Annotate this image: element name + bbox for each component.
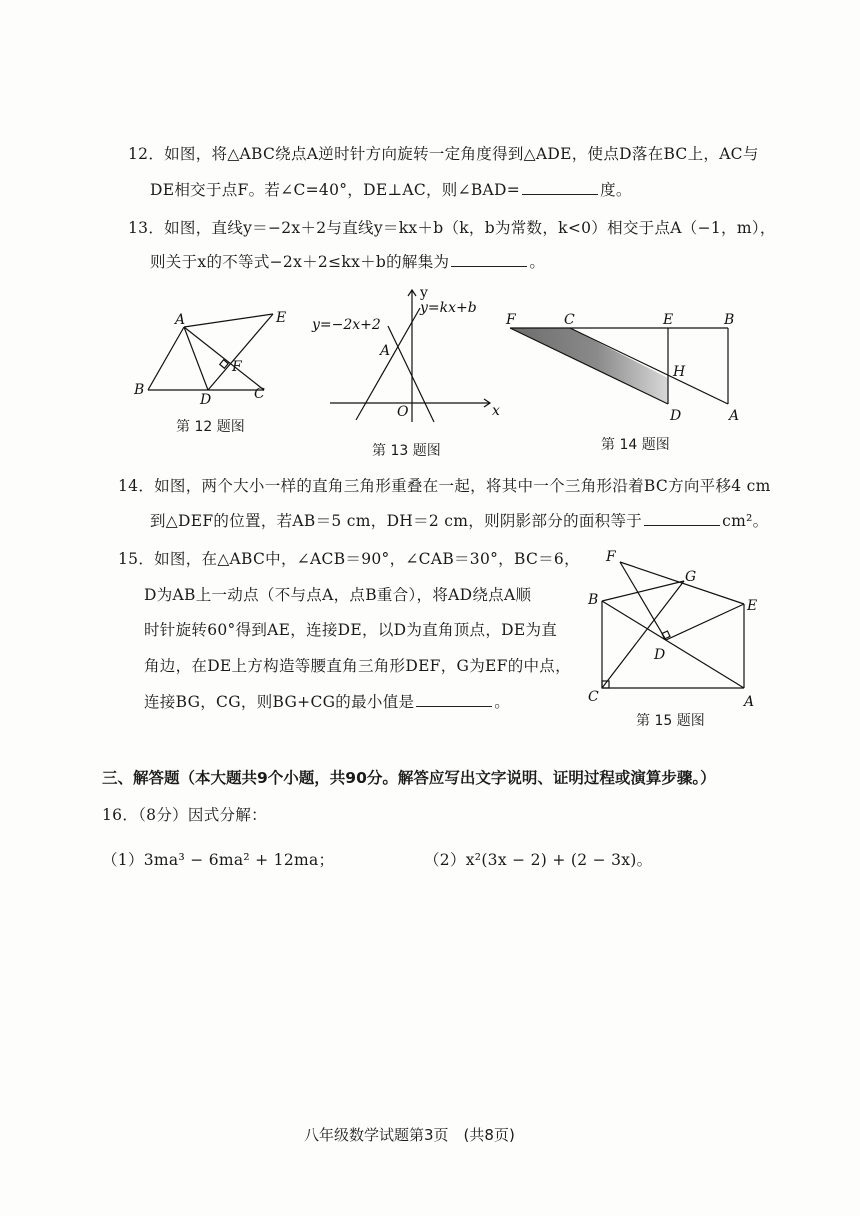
fig15-segment-de [666, 604, 744, 640]
section-3-heading: 三、解答题（本大题共9个小题，共90分。解答应写出文字说明、证明过程或演算步骤。） [102, 769, 716, 787]
q12-line2 [150, 178, 632, 200]
q15-line2: D为AB上一动点（不与点A，点B重合），将AD绕点A顺 [144, 586, 532, 604]
q12-line1: 12．如图，将△ABC绕点A逆时针方向旋转一定角度得到△ADE，使点D落在BC上，AC与 [128, 145, 759, 163]
q12-line2-text: DE相交于点F。若∠C=40°，DE⊥AC，则∠BAD= [150, 181, 521, 199]
fig14-label-a: A [729, 408, 740, 424]
fig14-label-d: D [670, 408, 682, 424]
q15-line1: 15．如图，在△ABC中，∠ACB＝90°，∠CAB＝30°，BC＝6， [118, 550, 580, 568]
q14-line2-end: cm²。 [722, 512, 769, 530]
fig12-segment-de [208, 314, 273, 390]
q14-line2 [150, 509, 768, 531]
q13-line1: 13．如图，直线y＝−2x＋2与直线y＝kx＋b（k，b为常数，k<0）相交于点A（−1，m）， [128, 219, 776, 237]
q13-line2-end: 。 [529, 253, 546, 271]
fig14-caption: 第 14 题图 [601, 437, 670, 453]
fig15-label-d: D [654, 647, 666, 663]
fig12-label-c: C [254, 386, 265, 402]
q12-answer-blank[interactable] [522, 180, 598, 195]
fig13-caption: 第 13 题图 [372, 443, 441, 459]
q15-answer-blank[interactable] [416, 692, 492, 707]
fig15-label-e: E [747, 598, 758, 614]
figure-13 [308, 282, 498, 428]
q13-line2-text: 则关于x的不等式−2x＋2≤kx＋b的解集为 [150, 253, 450, 271]
fig12-segment-ab [148, 327, 184, 390]
fig13-label-line1: y=−2x+2 [312, 317, 381, 333]
fig14-label-c: C [564, 312, 575, 328]
fig15-caption: 第 15 题图 [636, 713, 705, 729]
fig14-label-h: H [673, 364, 686, 380]
fig13-label-a: A [380, 343, 391, 359]
figure-14 [500, 306, 750, 426]
figure-12 [128, 300, 298, 408]
fig15-right-angle-d [662, 631, 670, 639]
fig12-caption: 第 12 题图 [176, 419, 245, 435]
fig12-label-b: B [134, 382, 145, 398]
q16-title: 16．（8分）因式分解： [102, 806, 267, 824]
fig15-label-f: F [606, 549, 616, 565]
fig14-label-b: B [724, 312, 735, 328]
fig15-label-c: C [588, 689, 599, 705]
fig13-label-o: O [397, 404, 409, 420]
q14-line2-text: 到△DEF的位置，若AB＝5 cm，DH＝2 cm，则阴影部分的面积等于 [150, 512, 643, 530]
fig15-segment-cg [602, 581, 684, 688]
fig12-segment-ae [184, 314, 273, 327]
figure-15 [584, 548, 764, 710]
q13-line2 [150, 250, 545, 272]
q13-answer-blank[interactable] [451, 252, 527, 267]
q15-line5-text: 连接BG，CG，则BG+CG的最小值是 [144, 693, 415, 711]
fig13-label-y: y [420, 285, 428, 301]
q14-line1: 14．如图，两个大小一样的直角三角形重叠在一起，将其中一个三角形沿着BC方向平移4 cm [118, 477, 771, 495]
fig12-label-a: A [175, 312, 186, 328]
q15-line3: 时针旋转60°得到AE，连接DE，以D为直角顶点，DE为直 [144, 621, 558, 639]
q15-line4: 角边，在DE上方构造等腰直角三角形DEF，G为EF的中点， [144, 657, 571, 675]
fig15-segment-df [620, 562, 666, 640]
fig12-label-d: D [200, 392, 212, 408]
q16-part2: （2）x²(3x − 2) + (2 − 3x)。 [424, 851, 653, 869]
q16-part1: （1）3ma³ − 6ma² + 12ma； [102, 851, 335, 869]
fig15-label-g: G [685, 569, 697, 585]
q14-answer-blank[interactable] [644, 511, 720, 526]
fig13-line-neg2x [388, 326, 434, 422]
fig15-label-a: A [744, 694, 755, 710]
fig12-label-f: F [232, 359, 242, 375]
q12-line2-end: 度。 [600, 181, 632, 199]
fig14-label-e: E [663, 312, 674, 328]
q15-line5-end: 。 [494, 693, 511, 711]
q15-line5 [144, 690, 510, 712]
fig13-label-x: x [492, 403, 500, 419]
fig13-label-line2: y=kx+b [420, 300, 477, 316]
fig12-label-e: E [276, 310, 287, 326]
fig14-label-f: F [506, 312, 516, 328]
page-footer: 八年级数学试题第3页 (共8页) [304, 1126, 515, 1144]
fig15-label-b: B [588, 592, 599, 608]
